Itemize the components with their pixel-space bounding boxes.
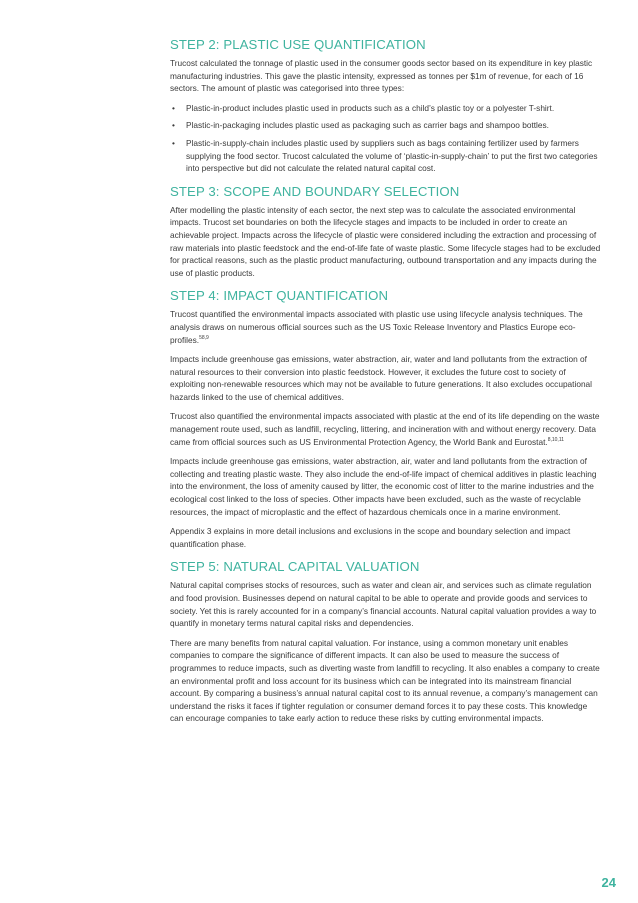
step5-paragraph-1: Natural capital comprises stocks of resources, such as water and clean air, and services such as climate regulation and food provision. Businesses depend on natural capital to be able to operate and provide goods and services to society. Yet this is rarely accounted for in a company’s financial accounts. Natural capital valuation provides a way to quantify in monetary terms natural capital risks and dependencies. bbox=[170, 580, 597, 629]
section-step4 bbox=[170, 287, 602, 550]
step4-paragraph-1 bbox=[170, 308, 602, 346]
footnote-reference: 8,10,11 bbox=[547, 436, 565, 443]
list-item-text: Plastic-in-product includes plastic used in products such as a child’s plastic toy or a polyester T-shirt. bbox=[186, 102, 555, 113]
page-number: 24 bbox=[601, 875, 616, 890]
step4-paragraph-3 bbox=[170, 410, 602, 448]
list-item bbox=[170, 119, 602, 132]
bullet-glyph: • bbox=[172, 102, 175, 113]
list-item-text: Plastic-in-packaging includes plastic used as packaging such as carrier bags and shampoo bottles. bbox=[186, 120, 549, 131]
step2-intro: Trucost calculated the tonnage of plastic used in the consumer goods sector based on its expenditure in key plastic manufacturing industries. This gave the plastic intensity, expressed as tonnes per $1m of revenue, for each of 16 sectors. The amount of plastic was categorised into three types: bbox=[170, 58, 593, 94]
step4-heading: STEP 4: IMPACT QUANTIFICATION bbox=[170, 288, 389, 304]
list-item bbox=[170, 102, 602, 115]
section-step3 bbox=[170, 183, 602, 280]
section-step5 bbox=[170, 558, 602, 725]
bullet-glyph: • bbox=[172, 137, 175, 148]
step2-heading: STEP 2: PLASTIC USE QUANTIFICATION bbox=[170, 37, 426, 52]
step4-paragraph-2: Impacts include greenhouse gas emissions, water abstraction, air, water and land pollutants from the extraction of natural resources to their conversion into plastic feedstock. However, it excludes the future cost to society of exploiting non-renewable resources which may not be available to future generations. It also excludes occupational hazards linked to the use of chemical additives. bbox=[170, 354, 593, 402]
step3-paragraph: After modelling the plastic intensity of each sector, the next step was to calculate the associated environmental impacts. Trucost set boundaries on both the lifecycle stages and impacts to be included in order to create an achievable project. Impacts across the lifecycle of plastic were considered including the extraction and processing of raw materials into plastic feedstock and the end-of-life fate of waste plastic. Some lifecycle stages had to be excluded for practical reasons, such as the plastic product manufacturing, outbound transportation and any impacts during the use of plastic products. bbox=[170, 204, 601, 278]
paragraph-text: Trucost quantified the environmental impacts associated with plastic use using lifecycle analysis techniques. The analysis draws on numerous official sources such as the US Toxic Release Inventory and Plastics Europe eco-profiles. bbox=[170, 309, 583, 345]
step5-paragraph-2: There are many benefits from natural capital valuation. For instance, using a common monetary unit enables companies to compare the significance of different impacts. It can also be used to measure the success of programmes to reduce impacts, such as diverting waste from landfill to recycling. It also enables a company to create an environmental profit and loss account for its business which can be integrated into its mainstream financial account. By comparing a business’s annual natural capital cost to its annual revenue, a company’s management can understand the risks it faces if tighter regulation or consumer demand forces it to pay these costs. This knowledge can encourage companies to take early action to reduce these risks by cutting environmental impacts. bbox=[170, 637, 600, 724]
page-content bbox=[170, 36, 602, 733]
plastic-types-list bbox=[170, 102, 602, 175]
footnote-reference: 58,9 bbox=[199, 334, 209, 341]
step4-paragraph-4: Impacts include greenhouse gas emissions, water abstraction, air, water and land pollutants from the extraction of collecting and treating plastic waste. They also include the end-of-life impact of chemical additives in plastic leaching into the environment, the loss of amenity caused by litter, the economic cost of litter to the marine industries and the ecological cost linked to the loss of species. Other impacts have been excluded, such as the waste of recyclable resources, the impact of microplastic and the effect of hazardous chemicals once in a marine environment. bbox=[170, 456, 597, 517]
paragraph-text: Trucost also quantified the environmental impacts associated with plastic at the end of its life depending on the waste management route used, such as landfill, recycling, littering, and incineration with and without energy recovery. Data came from official sources such as US Environmental Protection Agency, the World Bank and Eurostat. bbox=[170, 411, 600, 447]
step4-paragraph-5: Appendix 3 explains in more detail inclusions and exclusions in the scope and boundary selection and impact quantification phase. bbox=[170, 526, 571, 549]
list-item-text: Plastic-in-supply-chain includes plastic used by suppliers such as bags containing fertilizer used by farmers supplying the food sector. Trucost calculated the volume of ‘plastic-in-supply-chain’ to put the first two categories into perspective but did not calculate the related natural capital cost. bbox=[186, 137, 598, 174]
section-step2 bbox=[170, 36, 602, 175]
list-item bbox=[170, 137, 602, 175]
bullet-glyph: • bbox=[172, 120, 175, 131]
step5-heading: STEP 5: NATURAL CAPITAL VALUATION bbox=[170, 559, 420, 575]
step3-heading: STEP 3: SCOPE AND BOUNDARY SELECTION bbox=[170, 183, 460, 199]
